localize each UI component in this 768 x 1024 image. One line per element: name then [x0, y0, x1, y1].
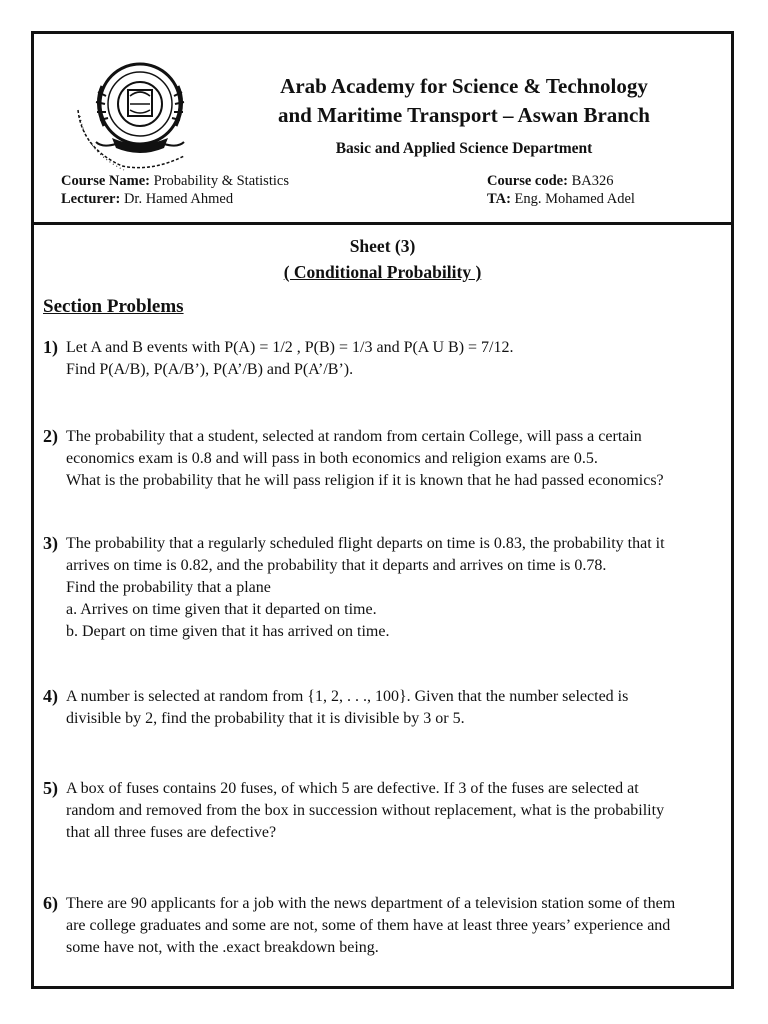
problem-text: The probability that a student, selected at random from certain College, will pass a certain economics exam is 0.8 and will pass in both economics and religion exams are 0.5. What is the probability that he will pass religion if it is known that he had passed economics? — [66, 428, 664, 489]
problem-6 — [43, 893, 733, 959]
course-name — [61, 172, 289, 191]
document-frame — [31, 31, 734, 989]
problem-number: 2) — [43, 426, 58, 446]
problem-text: There are 90 applicants for a job with the news department of a television station some of them are college graduates and some are not, some of them have at least three years’ experience and some have not, with the .exact breakdown being. — [66, 895, 676, 956]
course-name-label: Course Name: — [61, 173, 150, 189]
problem-4 — [43, 686, 733, 730]
department-name: Basic and Applied Science Department — [335, 140, 593, 157]
problem-text: The probability that a regularly scheduled flight departs on time is 0.83, the probability that it arrives on time is 0.82, and the probability that it departs and arrives on time is 0.78. Find the probability that a plane a. Arrives on time given that it departed on time. b. Depart on time given that it has arrived on time. — [66, 535, 665, 640]
problem-text: A number is selected at random from {1, 2, . . ., 100}. Given that the number selected is divisible by 2, find the probability that it is divisible by 3 or 5. — [66, 688, 629, 727]
ta-label: TA: — [487, 191, 511, 207]
teaching-assistant — [487, 190, 635, 209]
lecturer-label: Lecturer: — [61, 191, 121, 207]
sheet-title: Sheet (3) — [349, 236, 416, 256]
course-code — [487, 172, 613, 191]
institution-title-line1: Arab Academy for Science & Technology — [280, 74, 648, 98]
problem-5 — [43, 778, 733, 844]
problem-number: 4) — [43, 686, 58, 706]
problem-number: 3) — [43, 533, 58, 553]
lecturer-value: Dr. Hamed Ahmed — [123, 191, 234, 207]
problem-1 — [43, 337, 733, 381]
section-heading: Section Problems — [43, 296, 184, 317]
problem-number: 6) — [43, 893, 58, 913]
problem-text: Let A and B events with P(A) = 1/2 , P(B) = 1/3 and P(A U B) = 7/12. Find P(A/B), P(A/B’), P(A’/B) and P(A’/B’). — [66, 339, 514, 378]
problem-text: A box of fuses contains 20 fuses, of which 5 are defective. If 3 of the fuses are selected at random and removed from the box in succession without replacement, what is the probability that all three fuses are defective? — [66, 780, 665, 841]
course-name-value: Probability & Statistics — [153, 173, 289, 189]
ta-value: Eng. Mohamed Adel — [514, 191, 635, 207]
document-header — [34, 34, 731, 225]
institution-title-line2: and Maritime Transport – Aswan Branch — [278, 103, 650, 127]
lecturer — [61, 190, 233, 209]
academy-logo — [72, 52, 202, 174]
course-code-label: Course code: — [487, 173, 568, 189]
course-code-value: BA326 — [571, 173, 614, 189]
problem-number: 5) — [43, 778, 58, 798]
problem-number: 1) — [43, 337, 58, 357]
problem-3 — [43, 533, 733, 643]
sheet-subtitle: ( Conditional Probability ) — [283, 262, 482, 282]
problem-2 — [43, 426, 733, 492]
